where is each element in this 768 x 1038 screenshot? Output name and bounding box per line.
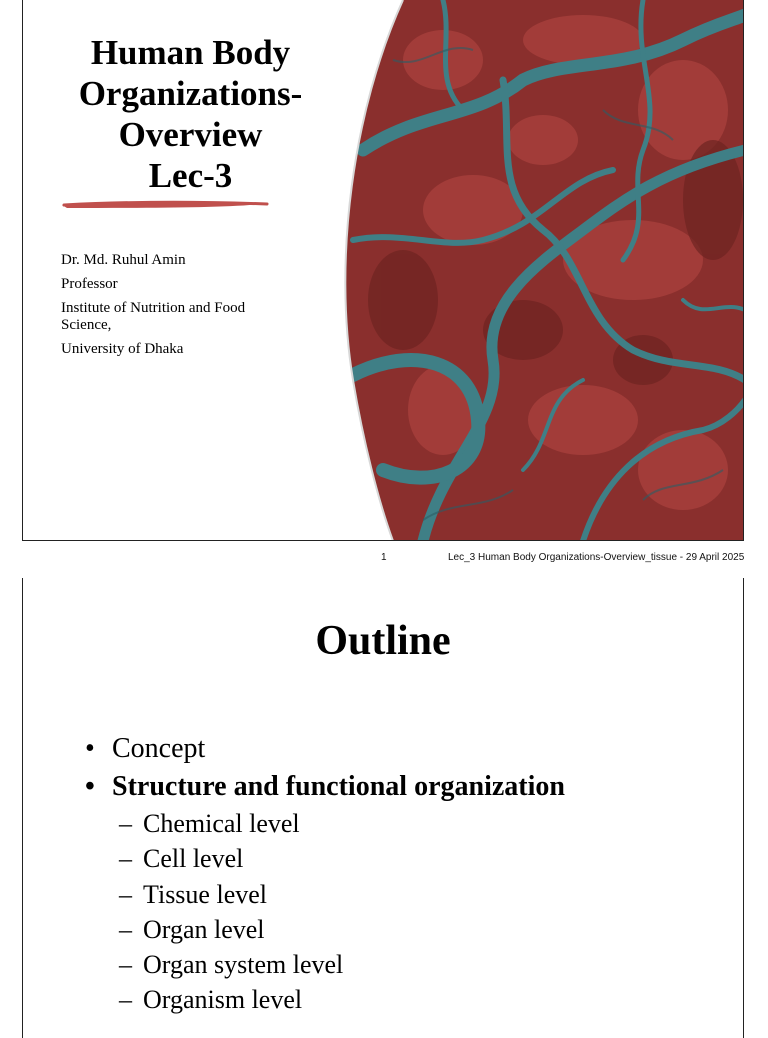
sub-item-label: Organ system level	[143, 950, 344, 980]
page-footer	[0, 552, 768, 566]
author-name: Dr. Md. Ruhul Amin	[61, 252, 186, 268]
bullet-icon: •	[85, 771, 95, 802]
sub-list-item	[85, 841, 725, 876]
sub-item-label: Organism level	[143, 985, 303, 1015]
sub-item-label: Chemical level	[143, 809, 300, 838]
dash-icon: –	[119, 985, 132, 1015]
title-line: Lec-3	[148, 156, 233, 195]
sub-item-label: Organ level	[143, 914, 265, 944]
list-item-label: Concept	[112, 733, 206, 764]
sub-item-label: Cell level	[143, 844, 244, 874]
title-underline	[59, 196, 274, 212]
dash-icon: –	[119, 809, 132, 838]
list-item-label: Structure and functional organization	[112, 771, 565, 802]
bullet-icon: •	[85, 733, 95, 764]
author-university: University of Dhaka	[61, 341, 184, 357]
author-institute: Institute of Nutrition and Food Science,	[61, 300, 246, 333]
outline-slide	[22, 578, 744, 1038]
dash-icon: –	[119, 844, 132, 874]
sub-item-label: Tissue level	[143, 879, 267, 909]
sub-list-item	[85, 806, 725, 841]
slide-title	[53, 32, 328, 196]
sub-list-item	[85, 982, 725, 1017]
author-info	[61, 252, 291, 365]
sub-list-item	[85, 877, 725, 912]
list-item	[85, 730, 725, 768]
title-line: Organizations-	[78, 74, 303, 113]
footer-text: Lec_3 Human Body Organizations-Overview_tissue - 29 April 2025	[448, 552, 745, 563]
author-position: Professor	[61, 276, 118, 292]
title-slide	[22, 0, 744, 541]
dash-icon: –	[119, 914, 132, 944]
outline-list	[85, 730, 725, 1018]
list-item	[85, 768, 725, 806]
dash-icon: –	[119, 879, 132, 909]
sub-list-item	[85, 947, 725, 982]
sub-list-item	[85, 912, 725, 947]
title-line: Human Body	[90, 33, 291, 72]
title-line: Overview	[118, 115, 263, 154]
dash-icon: –	[119, 950, 132, 980]
page-number: 1	[381, 552, 387, 563]
outline-title: Outline	[315, 618, 451, 664]
